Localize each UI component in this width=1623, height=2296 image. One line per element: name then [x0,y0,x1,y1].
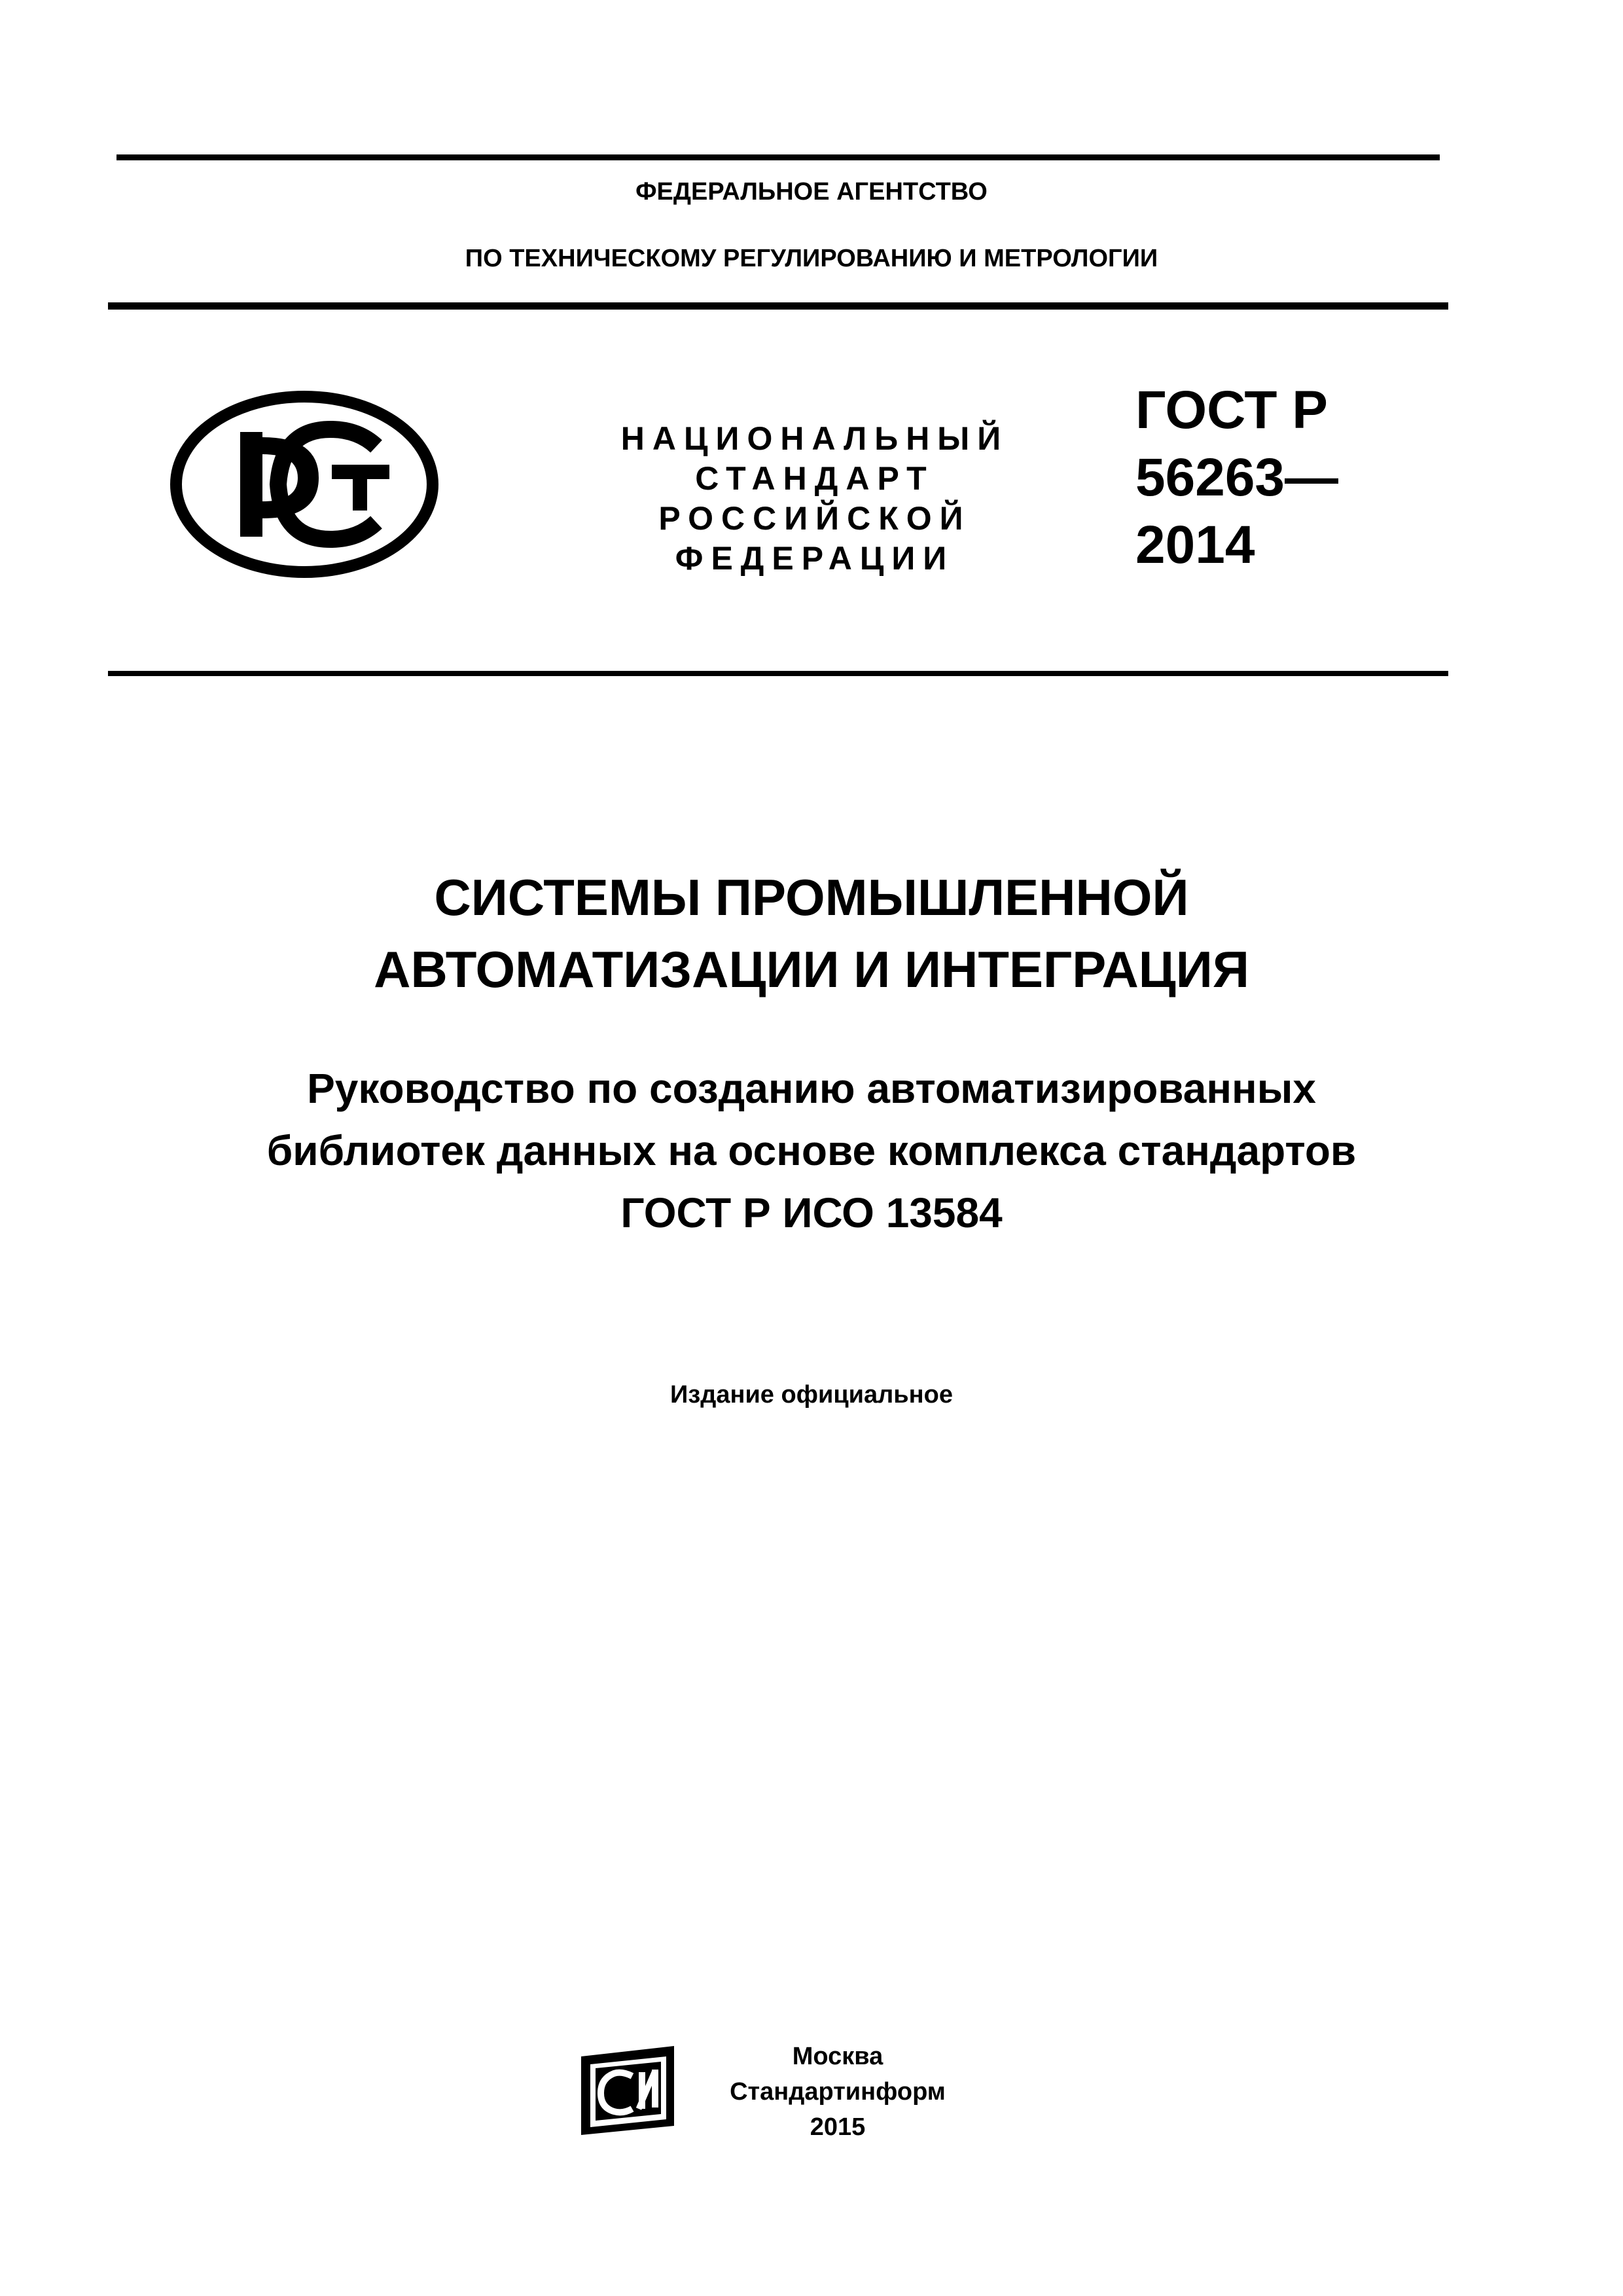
document-title-line-1: СИСТЕМЫ ПРОМЫШЛЕННОЙ [434,869,1189,926]
designation-line: ГОСТ Р [1135,380,1328,440]
national-standard-label [609,419,1021,579]
edition-label: Издание официальное [670,1381,953,1408]
publisher-block [694,2039,982,2145]
header-bottom-rule [108,302,1448,310]
document-title-line-2: АВТОМАТИЗАЦИИ И ИНТЕГРАЦИЯ [374,941,1249,998]
national-standard-line: СТАНДАРТ [695,460,935,497]
publisher-city: Москва [792,2043,883,2070]
masthead-bottom-rule [108,671,1448,676]
document-subtitle-line-1: Руководство по созданию автоматизированных [307,1065,1316,1112]
designation-line: 56263— [1135,448,1339,507]
agency-line-2: ПО ТЕХНИЧЕСКОМУ РЕГУЛИРОВАНИЮ И МЕТРОЛОГИИ [465,245,1158,272]
national-standard-line: РОССИЙСКОЙ [658,500,971,537]
publisher-name: Стандартинформ [730,2078,946,2106]
national-standard-line: НАЦИОНАЛЬНЫЙ [620,420,1009,457]
document-subtitle-line-3: ГОСТ Р ИСО 13584 [620,1189,1003,1236]
document-subtitle-line-2: библиотек данных на основе комплекса стандартов [266,1127,1357,1174]
standard-designation [1135,376,1417,579]
top-rule [116,154,1440,160]
standartinform-logo-icon [576,2042,681,2144]
designation-line: 2014 [1135,515,1255,575]
national-standard-line: ФЕДЕРАЦИИ [675,540,955,577]
publisher-year: 2015 [810,2113,866,2141]
agency-line-1: ФЕДЕРАЛЬНОЕ АГЕНТСТВО [635,178,988,206]
rst-logo-icon [167,386,442,586]
